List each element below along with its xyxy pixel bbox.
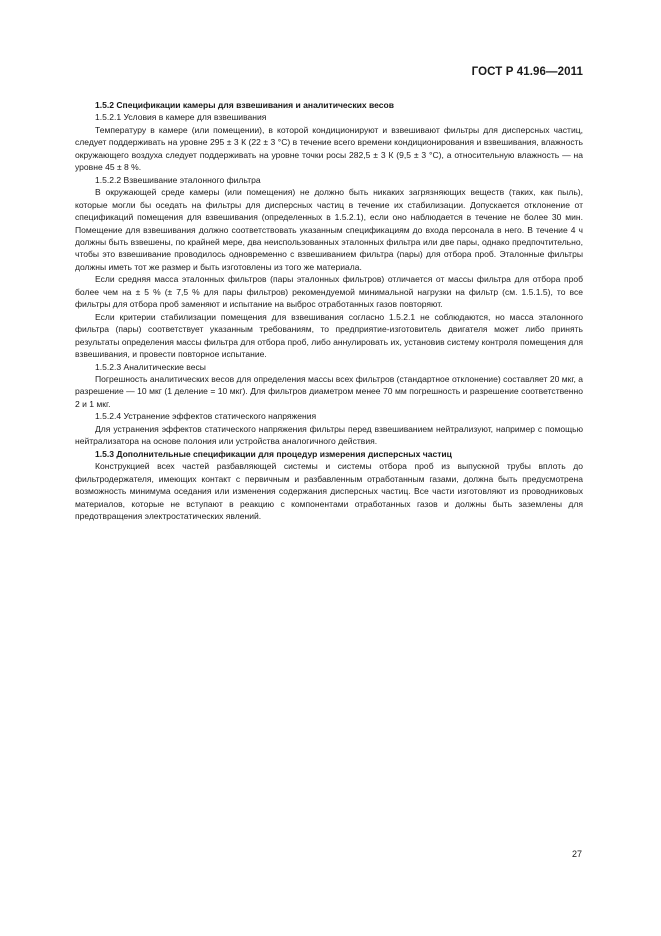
subsection-heading-1-5-2-1: 1.5.2.1 Условия в камере для взвешивания: [95, 112, 267, 123]
paragraph-1-5-3-construction: Конструкцией всех частей разбавляющей системы и системы отбора проб из выпускной трубы вплоть до фильтродержателя, имеющих контакт с первичным и разбавленным отработанным газами, должна быть предусмотрена возможность минимума оседания или изменения содержания дисперсных частиц. Все части изготовляют из проводниковых материалов, которые не вступают в реакцию с компонентами отработанных газов и должны быть заземлены для предотвращения электростатических явлений.: [75, 461, 583, 521]
paragraph-1-5-2-2-average-mass: Если средняя масса эталонных фильтров (пары эталонных фильтров) отличается от массы фильтра для отбора проб более чем на ± 5 % (± 7,5 % для пары фильтров) рекомендуемой минимальной нагрузки на фильтр (см. 1.5.1.5), то все фильтры для отбора проб заменяют и испытание на выброс отработанных газов повторяют.: [75, 274, 583, 310]
subsection-heading-1-5-2-2: 1.5.2.2 Взвешивание эталонного фильтра: [95, 174, 261, 185]
section-heading-1-5-2: 1.5.2 Спецификации камеры для взвешивания и аналитических весов: [95, 100, 394, 110]
paragraph-1-5-2-1-conditions: Температуру в камере (или помещении), в которой кондиционируют и взвешивают фильтры для дисперсных частиц, следует поддерживать на уровне 295 ± 3 К (22 ± 3 °С) в течение всего времени кондиционирования и взвешивания, влажность окружающего воздуха следует поддерживать на уровне точки росы 282,5 ± 3 К (9,5 ± 3 °С), а относительную влажность — на уровне 45 ± 8 %.: [75, 124, 583, 173]
document-body: [75, 99, 583, 522]
paragraph-1-5-2-4-static: Для устранения эффектов статического напряжения фильтры перед взвешиванием нейтрализуют, например с помощью нейтрализатора на основе полония или устройства аналогичного действия.: [75, 423, 583, 447]
subsection-heading-1-5-2-4: 1.5.2.4 Устранение эффектов статического напряжения: [95, 411, 317, 422]
paragraph-1-5-2-2-stabilization: Если критерии стабилизации помещения для взвешивания согласно 1.5.2.1 не соблюдаются, но масса эталонного фильтра (пары) соответствует указанным требованиям, то предприятие-изготовитель двигателя может либо принять результаты определения массы фильтра для отбора проб, либо аннулировать их, установив систему контроля помещения для взвешивания, и провести повторное испытание.: [75, 311, 583, 360]
page-number: 27: [571, 849, 582, 859]
section-heading-1-5-3: 1.5.3 Дополнительные спецификации для процедур измерения дисперсных частиц: [95, 448, 452, 459]
standard-designation: ГОСТ Р 41.96—2011: [471, 66, 583, 78]
paragraph-1-5-2-2-environment: В окружающей среде камеры (или помещения) не должно быть никаких загрязняющих веществ (таких, как пыль), которые могли бы оседать на фильтры для дисперсных частиц в течение их стабилизации. Допускается отклонение от спецификаций помещения для взвешивания (определенных в 1.5.2.1), если оно наблюдается в течение не более 30 мин. Помещение для взвешивания должно соответствовать указанным спецификациям до входа персонала в него. В течение 4 ч должны быть взвешены, по крайней мере, два неиспользованных эталонных фильтра или две пары, однако предпочтительно, чтобы это взвешивание проводилось одновременно с взвешиванием фильтра (пары) для отбора проб. Эталонные фильтры должны иметь тот же размер и быть изготовлены из того же материала.: [75, 187, 583, 272]
paragraph-1-5-2-3-balance: Погрешность аналитических весов для определения массы всех фильтров (стандартное отклонение) составляет 20 мкг, а разрешение — 10 мкг (1 деление = 10 мкг). Для фильтров диаметром менее 70 мм погрешность и разрешение соответственно 2 и 1 мкг.: [75, 373, 583, 409]
subsection-heading-1-5-2-3: 1.5.2.3 Аналитические весы: [95, 361, 206, 372]
